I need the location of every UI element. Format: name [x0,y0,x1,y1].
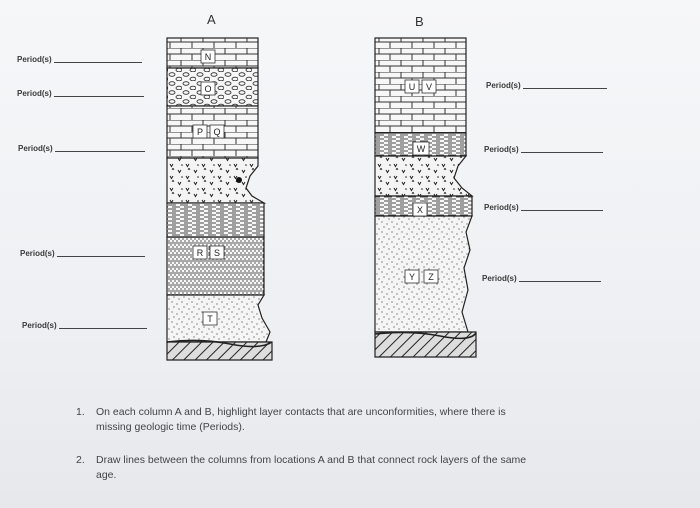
layer-s: S [213,248,221,258]
period-label-a2: Period(s) [17,89,52,98]
layer-n: N [204,52,212,62]
period-label-a5: Period(s) [22,321,57,330]
question-2-number: 2. [76,454,85,466]
question-2 [76,453,636,485]
question-1 [76,405,636,437]
question-1-line-1: On each column A and B, highlight layer contacts that are unconformities, where there is [96,406,506,418]
layer-w: W [416,144,426,154]
layer-t: T [207,314,213,324]
column-a-title: A [207,12,216,27]
question-2-line-1: Draw lines between the columns from locations A and B that connect rock layers of the same [96,454,527,466]
column-a [167,38,272,360]
period-label-a4: Period(s) [20,249,55,258]
layer-p: P [196,127,204,137]
layer-x: X [416,205,424,215]
period-label-a1: Period(s) [17,55,52,64]
period-label-a3: Period(s) [18,144,53,153]
column-b-title: B [415,14,424,29]
period-label-b1: Period(s) [486,81,521,90]
layer-q: Q [213,127,221,137]
question-1-number: 1. [76,406,85,418]
layer-z: Z [428,272,434,282]
layer-o: O [204,84,212,94]
layer-y: Y [408,272,416,282]
period-label-b2: Period(s) [484,145,519,154]
period-label-b3: Period(s) [484,203,519,212]
layer-v: V [425,82,433,92]
period-label-b4: Period(s) [482,274,517,283]
question-1-line-2: missing geologic time (Periods). [96,421,245,433]
question-2-line-2: age. [96,469,117,481]
layer-r: R [196,248,204,258]
layer-u: U [408,82,416,92]
